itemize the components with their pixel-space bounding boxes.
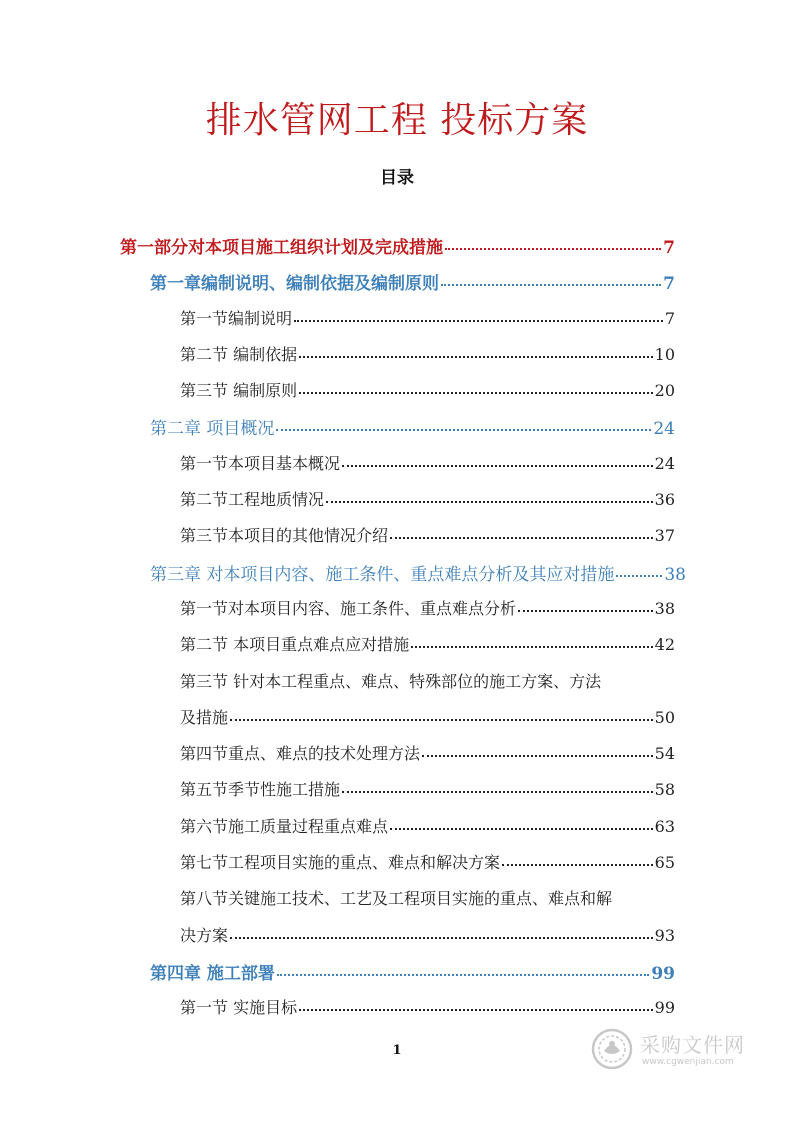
toc-entry-section[interactable]	[180, 995, 675, 1018]
toc-page-number: 7	[664, 309, 675, 328]
watermark-url: www.cgwenjian.com	[642, 1057, 734, 1067]
toc-leader	[276, 417, 651, 434]
toc-entry-section[interactable]	[180, 741, 675, 764]
toc-entry-label: 第一节 实施目标	[180, 998, 298, 1017]
toc-entry-label: 第一章编制说明、编制依据及编制原则	[150, 274, 439, 294]
toc-leader	[616, 563, 662, 580]
toc-entry-label: 第一部分对本项目施工组织计划及完成措施	[120, 238, 443, 258]
toc-entry-section[interactable]	[180, 342, 675, 365]
toc-leader	[299, 380, 653, 396]
toc-leader	[502, 852, 653, 868]
watermark-logo-icon	[590, 1027, 634, 1071]
toc-entry-part-1[interactable]	[120, 233, 675, 258]
toc-entry-label: 第二节工程地质情况	[180, 490, 325, 509]
toc-entry-chapter-3[interactable]	[150, 560, 686, 585]
toc-entry-section[interactable]	[180, 777, 675, 800]
toc-entry-section-continuation[interactable]	[180, 705, 675, 728]
toc-leader	[299, 344, 653, 360]
toc-page-number: 63	[654, 817, 675, 836]
toc-entry-section[interactable]	[180, 814, 675, 837]
toc-page-number: 37	[654, 526, 675, 545]
toc-entry-chapter-1[interactable]	[150, 269, 675, 294]
toc-page-number: 24	[653, 419, 675, 439]
toc-page-number: 36	[654, 490, 675, 509]
toc-page-number: 10	[654, 345, 675, 364]
toc-entry-label: 第二节 本项目重点难点应对措施	[180, 635, 410, 654]
toc-entry-label: 第二节 编制依据	[180, 345, 298, 364]
toc-entry-section[interactable]	[180, 487, 675, 510]
toc-leader	[518, 598, 653, 614]
toc-page-number: 65	[654, 853, 675, 872]
toc-entry-label: 决方案	[180, 926, 229, 945]
toc-leader	[230, 925, 653, 941]
toc-leader	[390, 525, 653, 541]
toc-entry-label: 第二章 项目概况	[150, 419, 275, 439]
watermark-name: 采购文件网	[640, 1033, 745, 1057]
document-title: 排水管网工程 投标方案	[205, 100, 589, 141]
toc-entry-label: 第六节施工质量过程重点难点	[180, 817, 389, 836]
toc-entry-label: 第四节重点、难点的技术处理方法	[180, 744, 421, 763]
toc-entry-section-wrapped[interactable]: 第三节 针对本工程重点、难点、特殊部位的施工方案、方法	[180, 672, 602, 691]
toc-page-number: 24	[654, 454, 675, 473]
toc-leader	[342, 779, 653, 795]
toc-entry-section[interactable]	[180, 306, 675, 329]
toc-entry-section[interactable]	[180, 451, 675, 474]
toc-entry-label: 第七节工程项目实施的重点、难点和解决方案	[180, 853, 501, 872]
toc-page-number: 93	[654, 926, 675, 945]
toc-entry-label: 第三章 对本项目内容、施工条件、重点难点分析及其应对措施	[150, 565, 615, 585]
page-number: 1	[392, 1043, 402, 1058]
toc-leader	[230, 707, 653, 723]
toc-entry-chapter-4[interactable]	[150, 959, 675, 984]
watermark	[590, 1025, 750, 1075]
toc-page-number: 54	[654, 744, 675, 763]
toc-leader	[326, 489, 653, 505]
toc-entry-label: 及措施	[180, 708, 229, 727]
toc-entry-section[interactable]	[180, 523, 675, 546]
toc-leader	[299, 997, 653, 1013]
toc-entry-chapter-2[interactable]	[150, 414, 675, 439]
toc-entry-label: 第三节 编制原则	[180, 381, 298, 400]
toc-leader	[422, 743, 653, 759]
toc-page-number: 20	[654, 381, 675, 400]
toc-entry-section[interactable]	[180, 632, 675, 655]
toc-page-number: 99	[651, 964, 675, 984]
toc-leader	[342, 453, 653, 469]
toc-leader	[411, 634, 653, 650]
toc-entry-section-wrapped[interactable]: 第八节关键施工技术、工艺及工程项目实施的重点、难点和解	[180, 889, 613, 908]
toc-entry-label: 第一节本项目基本概况	[180, 454, 341, 473]
toc-page-number: 38	[664, 565, 686, 585]
toc-page-number: 7	[663, 238, 675, 258]
toc-page-number: 50	[654, 708, 675, 727]
toc-page-number: 38	[654, 599, 675, 618]
toc-entry-section[interactable]	[180, 850, 675, 873]
toc-leader	[445, 236, 661, 253]
toc-entry-label: 第五节季节性施工措施	[180, 780, 341, 799]
toc-leader	[390, 816, 653, 832]
toc-page-number: 7	[663, 274, 675, 294]
toc-leader	[441, 272, 661, 289]
toc-leader	[277, 962, 649, 979]
toc-entry-label: 第四章 施工部署	[150, 964, 275, 984]
toc-leader	[294, 308, 663, 324]
toc-entry-label: 第一节编制说明	[180, 309, 293, 328]
toc-entry-section[interactable]	[180, 596, 675, 619]
toc-page-number: 58	[654, 780, 675, 799]
toc-entry-section-continuation[interactable]	[180, 923, 675, 946]
toc-page-number: 99	[654, 998, 675, 1017]
toc-entry-section[interactable]	[180, 378, 675, 401]
toc-entry-label: 第三节本项目的其他情况介绍	[180, 526, 389, 545]
toc-entry-label: 第一节对本项目内容、施工条件、重点难点分析	[180, 599, 517, 618]
toc-page-number: 42	[654, 635, 675, 654]
toc-heading: 目录	[380, 168, 414, 188]
